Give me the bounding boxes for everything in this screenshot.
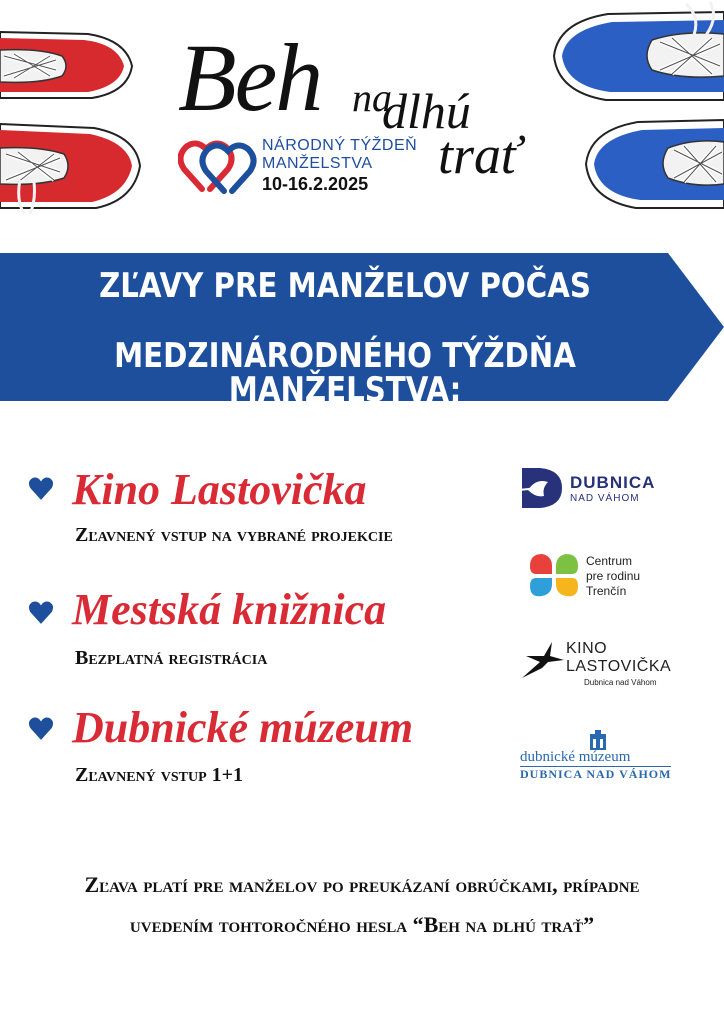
- museum-building-icon: [588, 730, 608, 750]
- event-dates: 10-16.2.2025: [262, 174, 369, 194]
- dubnica-logo-name: DUBNICA: [570, 473, 656, 492]
- title-na: na: [352, 75, 392, 120]
- offer-name-kino: Kino Lastovička: [72, 465, 367, 514]
- swallow-bird-icon: [522, 642, 564, 680]
- title-trat: trať: [438, 125, 521, 185]
- offer-desc-kino: Zľavnený vstup na vybrané projekcie: [75, 524, 393, 546]
- footer-note-line1: Zľava platí pre manželov po preukázaní obrúčkami, prípadne: [84, 872, 640, 897]
- kino-logo-line2: LASTOVIČKA: [566, 658, 672, 675]
- title-dlhu: dlhú: [382, 83, 471, 139]
- title-beh: Beh: [178, 24, 322, 131]
- offer-desc-kniznica: Bezplatná registrácia: [75, 647, 268, 669]
- banner-heading-line2: MEDZINÁRODNÉHO TÝŽDŇA MANŽELSTVA:: [114, 336, 576, 410]
- heart-bullet-icon: [28, 600, 54, 626]
- blue-sneaker-bottom-right: [584, 112, 724, 216]
- week-label-line1: NÁRODNÝ TÝŽDEŇ: [262, 137, 418, 154]
- muzeum-logo-line1: dubnické múzeum: [520, 749, 631, 765]
- footer-note-line2: uvedením tohtoročného hesla “Beh na dlhú trať”: [129, 912, 595, 937]
- interlocked-hearts-logo-icon: [178, 135, 258, 195]
- heart-bullet-icon: [28, 476, 54, 502]
- week-label-line2: MANŽELSTVA: [262, 155, 373, 172]
- centrum-logo-line3: Trenčín: [586, 584, 627, 598]
- offer-name-kniznica: Mestská knižnica: [72, 585, 387, 634]
- muzeum-logo-line2: DUBNICA NAD VÁHOM: [520, 767, 672, 781]
- offer-desc-muzeum: Zľavnený vstup 1+1: [75, 764, 244, 786]
- heart-bullet-icon: [28, 716, 54, 742]
- banner-heading-line1: ZĽAVY PRE MANŽELOV POČAS: [99, 266, 591, 306]
- centrum-four-hearts-icon: [530, 552, 578, 598]
- kino-logo-line1: KINO: [566, 640, 608, 657]
- kino-logo-sub: Dubnica nad Váhom: [584, 678, 657, 687]
- red-sneaker-bottom-left: [0, 118, 142, 214]
- blue-sneaker-top-right: [552, 0, 724, 108]
- centrum-logo-line2: pre rodinu: [586, 569, 641, 583]
- red-sneaker-top-left: [0, 26, 134, 102]
- dubnica-logo-sub: NAD VÁHOM: [570, 493, 640, 504]
- offer-name-muzeum: Dubnické múzeum: [72, 703, 414, 752]
- dubnica-logo-icon: [518, 468, 562, 508]
- centrum-logo-line1: Centrum: [586, 554, 633, 568]
